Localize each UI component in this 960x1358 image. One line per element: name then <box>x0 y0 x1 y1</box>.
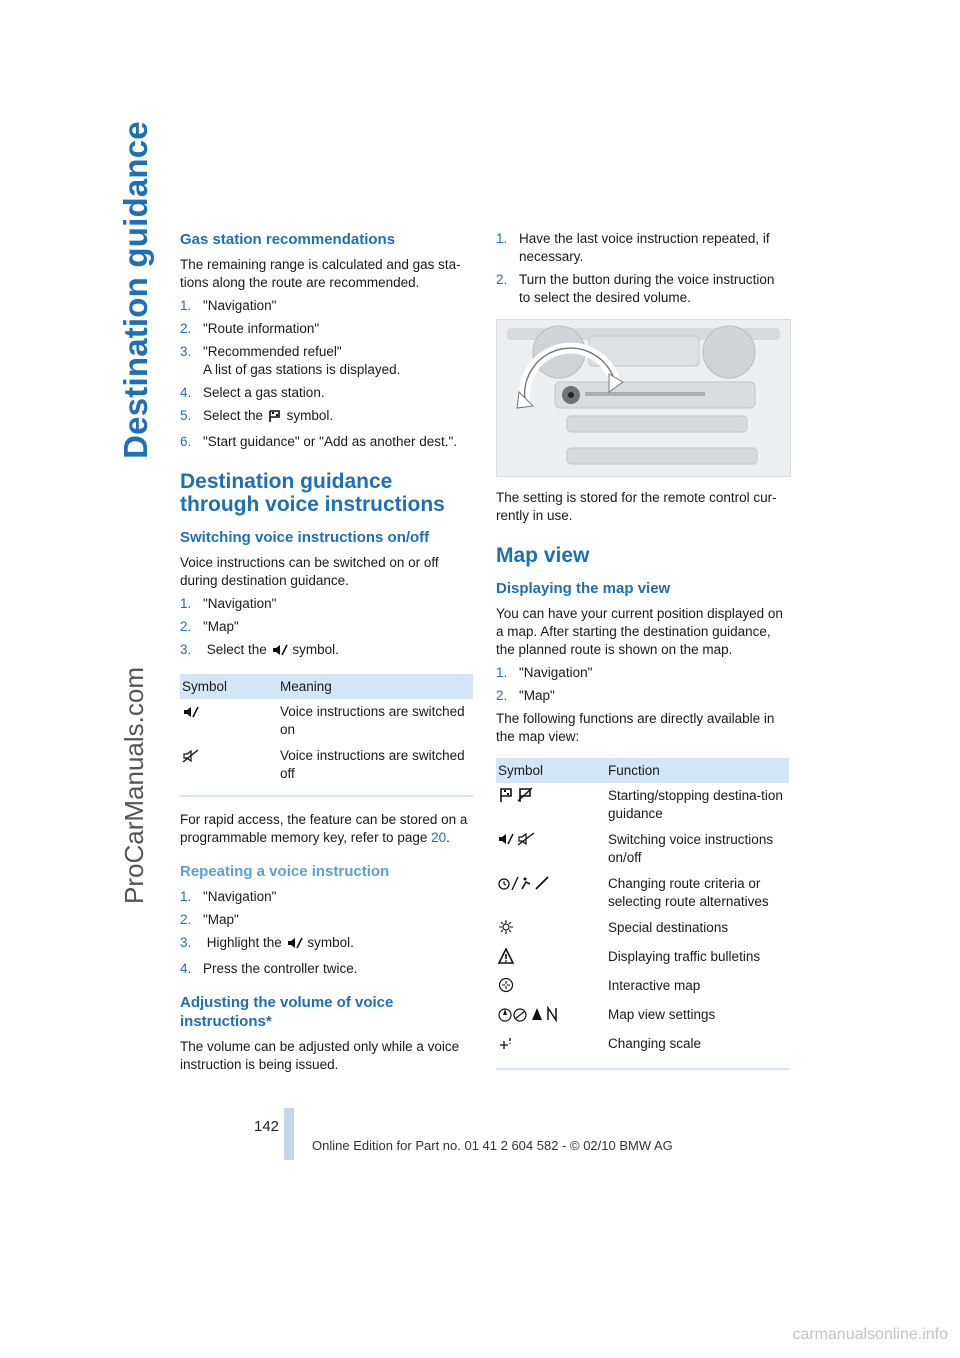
map-function-table <box>496 758 789 1070</box>
list-item: 2. "Map" <box>496 688 555 703</box>
page-number: 142 <box>254 1118 280 1135</box>
scale-icon <box>498 1035 514 1056</box>
list-item: 3. "Recommended refuel" A list of gas stations is displayed. <box>180 344 401 377</box>
list-item: 2. "Map" <box>180 912 239 927</box>
displaying-map-heading: Displaying the map view <box>496 580 671 597</box>
switching-voice-steps <box>180 595 473 662</box>
table-row: Voice instructions are switched off <box>180 743 473 796</box>
repeating-voice-heading: Repeating a voice instruction <box>180 863 390 880</box>
functions-intro: The following functions are directly available in the map view: <box>496 711 775 744</box>
table-row: Changing route criteria or selecting route alternatives <box>496 871 789 915</box>
speaker-off-icon <box>182 749 200 768</box>
map-view-heading: Map view <box>496 544 590 567</box>
interactive-map-icon <box>498 977 514 998</box>
table-row: Starting/stopping destina-tion guidance <box>496 783 789 827</box>
table-row: Voice instructions are switched on <box>180 699 473 743</box>
voice-on-off-icon <box>498 831 538 852</box>
rapid-access-text: For rapid access, the feature can be stored on a programmable memory key, refer to page 20. <box>180 812 468 845</box>
volume-steps <box>496 230 789 307</box>
control-panel-photo <box>496 319 791 477</box>
list-item: 4. Press the controller twice. <box>180 961 358 976</box>
map-steps <box>496 664 789 705</box>
speaker-icon <box>271 643 289 662</box>
list-item: 1. "Navigation" <box>496 665 593 680</box>
map-intro: You can have your current position displayed on a map. After starting the destination guidance, the planned route is shown on the map. <box>496 606 783 657</box>
table-header-symbol: Symbol <box>180 674 278 699</box>
table-row: Changing scale <box>496 1031 789 1069</box>
list-item: 6. "Start guidance" or "Add as another dest.". <box>180 434 458 449</box>
table-row: Special destinations <box>496 915 789 944</box>
sidebar-watermark: ProCarManuals.com <box>118 666 149 904</box>
route-criteria-icon <box>498 875 550 896</box>
footer-bar <box>284 1108 294 1160</box>
voice-symbol-table <box>180 674 473 797</box>
destination-flag-icon <box>267 409 283 428</box>
adjust-volume-heading: Adjusting the volume of voice instructions* <box>180 994 394 1030</box>
traffic-warning-icon <box>498 948 514 969</box>
list-item: 1. "Navigation" <box>180 889 277 904</box>
list-item: 2. Turn the button during the voice instruction to select the desired volume. <box>496 272 775 305</box>
table-row: Map view settings <box>496 1002 789 1031</box>
list-item: 1. Have the last voice instruction repeated, if necessary. <box>496 231 770 264</box>
table-row: Displaying traffic bulletins <box>496 944 789 973</box>
gas-station-steps <box>180 297 473 451</box>
list-item: 1. "Navigation" <box>180 596 277 611</box>
list-item: 1. "Navigation" <box>180 298 277 313</box>
sidebar-section-title: Destination guidance <box>117 121 154 459</box>
right-column <box>496 230 789 1084</box>
bottom-watermark: carmanualsonline.info <box>792 1326 948 1343</box>
list-item: 4. Select a gas station. <box>180 385 325 400</box>
page-link[interactable]: 20 <box>431 830 447 845</box>
table-header-meaning: Meaning <box>278 674 473 699</box>
left-column <box>180 230 473 1079</box>
map-view-settings-icon <box>498 1006 560 1027</box>
table-row: Interactive map <box>496 973 789 1002</box>
stored-setting-text: The setting is stored for the remote control cur-rently in use. <box>496 490 777 523</box>
speaker-icon <box>286 936 304 955</box>
gas-station-intro: The remaining range is calculated and gas sta-tions along the route are recommended. <box>180 257 461 290</box>
adjust-volume-intro: The volume can be adjusted only while a voice instruction is being issued. <box>180 1039 460 1072</box>
list-item: 5. Select the symbol. <box>180 407 473 428</box>
list-item: 2. "Map" <box>180 619 239 634</box>
switching-voice-heading: Switching voice instructions on/off <box>180 529 430 546</box>
voice-guidance-heading: Destination guidance through voice instructions <box>180 470 445 516</box>
gas-station-heading: Gas station recommendations <box>180 231 396 248</box>
list-item: 3. Select the symbol. <box>180 641 473 662</box>
guidance-start-stop-icon <box>498 787 538 808</box>
list-item: 2. "Route information" <box>180 321 320 336</box>
list-item: 3. Highlight the symbol. <box>180 934 473 955</box>
speaker-on-icon <box>182 705 200 724</box>
repeating-voice-steps <box>180 888 473 978</box>
table-header-symbol: Symbol <box>496 758 606 783</box>
switching-voice-intro: Voice instructions can be switched on or off during destination guidance. <box>180 555 439 588</box>
table-row: Switching voice instructions on/off <box>496 827 789 871</box>
special-destinations-icon <box>498 919 514 940</box>
table-header-function: Function <box>606 758 789 783</box>
edition-text: Online Edition for Part no. 01 41 2 604 582 - © 02/10 BMW AG <box>312 1138 673 1153</box>
